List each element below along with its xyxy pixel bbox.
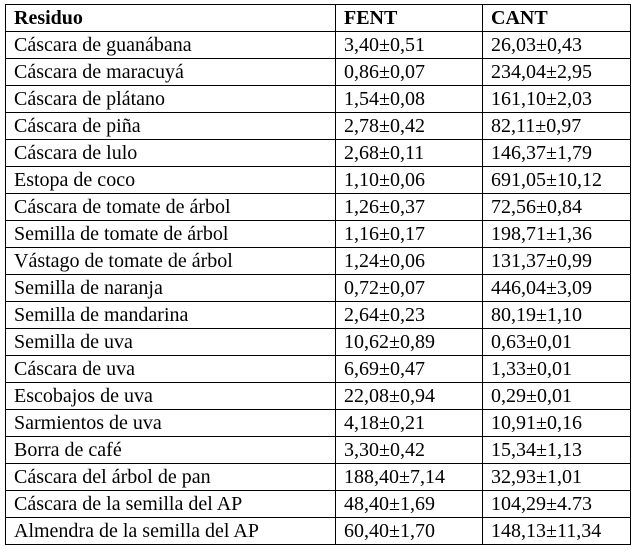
cell-cant: 131,37±0,99 [483, 248, 631, 275]
data-table [5, 4, 631, 545]
header-row [6, 5, 631, 32]
cell-fent: 60,40±1,70 [336, 518, 483, 545]
cell-cant: 0,63±0,01 [483, 329, 631, 356]
cell-fent: 6,69±0,47 [336, 356, 483, 383]
cell-fent: 1,24±0,06 [336, 248, 483, 275]
cell-cant: 0,29±0,01 [483, 383, 631, 410]
cell-fent: 10,62±0,89 [336, 329, 483, 356]
header-cant: CANT [483, 5, 631, 32]
cell-residuo: Cáscara de la semilla del AP [6, 491, 336, 518]
cell-cant: 80,19±1,10 [483, 302, 631, 329]
cell-cant: 161,10±2,03 [483, 86, 631, 113]
cell-cant: 15,34±1,13 [483, 437, 631, 464]
cell-fent: 1,54±0,08 [336, 86, 483, 113]
cell-residuo: Cáscara de lulo [6, 140, 336, 167]
table-row [6, 518, 631, 545]
cell-residuo: Cáscara de piña [6, 113, 336, 140]
table-body [6, 32, 631, 545]
table-row [6, 464, 631, 491]
cell-cant: 146,37±1,79 [483, 140, 631, 167]
cell-fent: 22,08±0,94 [336, 383, 483, 410]
table-row [6, 329, 631, 356]
cell-fent: 188,40±7,14 [336, 464, 483, 491]
cell-cant: 198,71±1,36 [483, 221, 631, 248]
cell-fent: 48,40±1,69 [336, 491, 483, 518]
cell-fent: 1,16±0,17 [336, 221, 483, 248]
table-row [6, 140, 631, 167]
table-row [6, 86, 631, 113]
table-row [6, 167, 631, 194]
table-row [6, 491, 631, 518]
cell-residuo: Cáscara de tomate de árbol [6, 194, 336, 221]
table-row [6, 248, 631, 275]
cell-residuo: Escobajos de uva [6, 383, 336, 410]
cell-fent: 0,86±0,07 [336, 59, 483, 86]
table-row [6, 275, 631, 302]
table-row [6, 410, 631, 437]
cell-fent: 2,64±0,23 [336, 302, 483, 329]
table-row [6, 221, 631, 248]
cell-cant: 10,91±0,16 [483, 410, 631, 437]
cell-cant: 234,04±2,95 [483, 59, 631, 86]
header-residuo: Residuo [6, 5, 336, 32]
cell-residuo: Borra de café [6, 437, 336, 464]
table-row [6, 113, 631, 140]
cell-residuo: Sarmientos de uva [6, 410, 336, 437]
cell-cant: 26,03±0,43 [483, 32, 631, 59]
table-row [6, 437, 631, 464]
cell-residuo: Cáscara de uva [6, 356, 336, 383]
cell-cant: 446,04±3,09 [483, 275, 631, 302]
header-fent: FENT [336, 5, 483, 32]
cell-fent: 3,40±0,51 [336, 32, 483, 59]
cell-cant: 1,33±0,01 [483, 356, 631, 383]
cell-residuo: Cáscara del árbol de pan [6, 464, 336, 491]
cell-fent: 0,72±0,07 [336, 275, 483, 302]
cell-fent: 1,10±0,06 [336, 167, 483, 194]
cell-residuo: Estopa de coco [6, 167, 336, 194]
cell-residuo: Semilla de mandarina [6, 302, 336, 329]
cell-cant: 32,93±1,01 [483, 464, 631, 491]
cell-residuo: Cáscara de maracuyá [6, 59, 336, 86]
table-row [6, 59, 631, 86]
cell-residuo: Semilla de naranja [6, 275, 336, 302]
cell-cant: 691,05±10,12 [483, 167, 631, 194]
cell-cant: 104,29±4.73 [483, 491, 631, 518]
cell-fent: 2,68±0,11 [336, 140, 483, 167]
table-row [6, 302, 631, 329]
table-row [6, 383, 631, 410]
cell-residuo: Vástago de tomate de árbol [6, 248, 336, 275]
table-row [6, 194, 631, 221]
cell-residuo: Semilla de tomate de árbol [6, 221, 336, 248]
table-row [6, 356, 631, 383]
cell-residuo: Almendra de la semilla del AP [6, 518, 336, 545]
cell-cant: 82,11±0,97 [483, 113, 631, 140]
cell-residuo: Semilla de uva [6, 329, 336, 356]
cell-fent: 2,78±0,42 [336, 113, 483, 140]
table-row [6, 32, 631, 59]
cell-fent: 1,26±0,37 [336, 194, 483, 221]
cell-residuo: Cáscara de plátano [6, 86, 336, 113]
cell-cant: 148,13±11,34 [483, 518, 631, 545]
cell-cant: 72,56±0,84 [483, 194, 631, 221]
cell-fent: 4,18±0,21 [336, 410, 483, 437]
cell-fent: 3,30±0,42 [336, 437, 483, 464]
cell-residuo: Cáscara de guanábana [6, 32, 336, 59]
